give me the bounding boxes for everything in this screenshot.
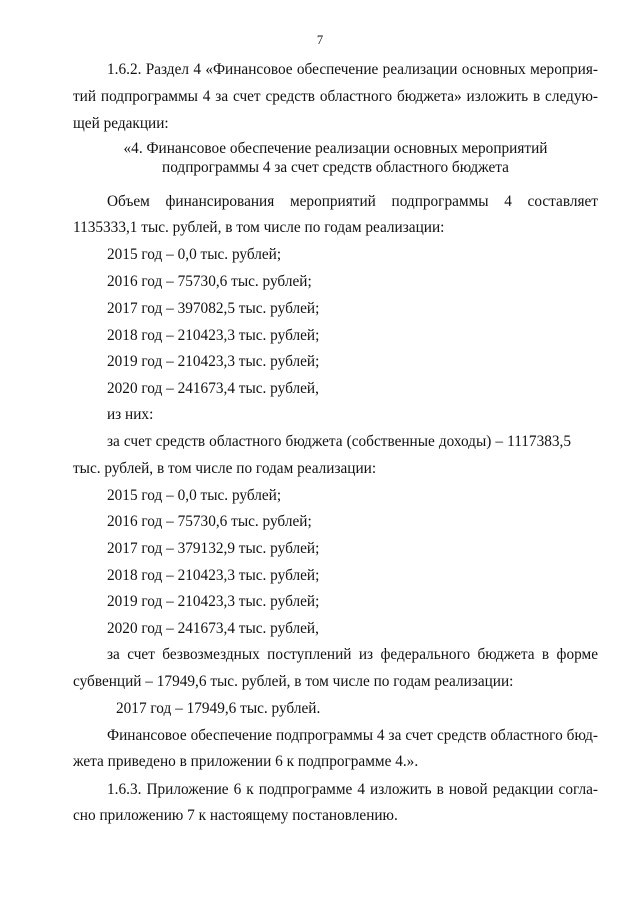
volume-line-1: Объем финансирования мероприятий подпрограммы 4 составляет (107, 193, 598, 210)
para-163-line-2: сно приложению 7 к настоящему постановлению. (73, 807, 398, 824)
federal-line-2: субвенций – 17949,6 тыс. рублей, в том числе по годам реализации: (73, 673, 514, 690)
federal-line-1: за счет безвозмездных поступлений из федерального бюджета в форме (107, 646, 598, 663)
para-163-line-1: 1.6.3. Приложение 6 к подпрограмме 4 изложить в новой редакции согла- (107, 781, 598, 798)
total-year-2017: 2017 год – 397082,5 тыс. рублей; (107, 300, 320, 317)
section-heading-line-1: «4. Финансовое обеспечение реализации основных мероприятий (123, 140, 548, 157)
of-them-label: из них: (107, 406, 154, 423)
regional-year-2020: 2020 год – 241673,4 тыс. рублей, (107, 620, 319, 637)
total-year-2019: 2019 год – 210423,3 тыс. рублей; (107, 353, 320, 370)
regional-year-2017: 2017 год – 379132,9 тыс. рублей; (107, 540, 320, 557)
regional-year-2015: 2015 год – 0,0 тыс. рублей; (107, 487, 282, 504)
page-number: 7 (316, 33, 324, 47)
volume-line-2: 1135333,1 тыс. рублей, в том числе по годам реализации: (73, 219, 445, 236)
regional-year-2016: 2016 год – 75730,6 тыс. рублей; (107, 513, 312, 530)
financing-note-line-2: жета приведено в приложении 6 к подпрограмме 4.». (73, 753, 419, 770)
regional-year-2018: 2018 год – 210423,3 тыс. рублей; (107, 567, 320, 584)
para-162-line-1: 1.6.2. Раздел 4 «Финансовое обеспечение реализации основных мероприя- (107, 61, 598, 78)
regional-year-2019: 2019 год – 210423,3 тыс. рублей; (107, 593, 320, 610)
financing-note-line-1: Финансовое обеспечение подпрограммы 4 за счет средств областного бюд- (107, 727, 598, 744)
para-162-line-3: щей редакции: (73, 115, 169, 132)
federal-year-2017: 2017 год – 17949,6 тыс. рублей. (116, 700, 321, 717)
total-year-2018: 2018 год – 210423,3 тыс. рублей; (107, 327, 320, 344)
total-year-2016: 2016 год – 75730,6 тыс. рублей; (107, 273, 312, 290)
para-162-line-2: тий подпрограммы 4 за счет средств областного бюджета» изложить в следую- (73, 88, 598, 105)
total-year-2020: 2020 год – 241673,4 тыс. рублей, (107, 380, 319, 397)
total-year-2015: 2015 год – 0,0 тыс. рублей; (107, 246, 282, 263)
regional-line-1: за счет средств областного бюджета (собственные доходы) – 1117383,5 (107, 433, 571, 450)
section-heading-line-2: подпрограммы 4 за счет средств областного бюджета (162, 159, 509, 176)
regional-line-2: тыс. рублей, в том числе по годам реализации: (73, 460, 377, 477)
